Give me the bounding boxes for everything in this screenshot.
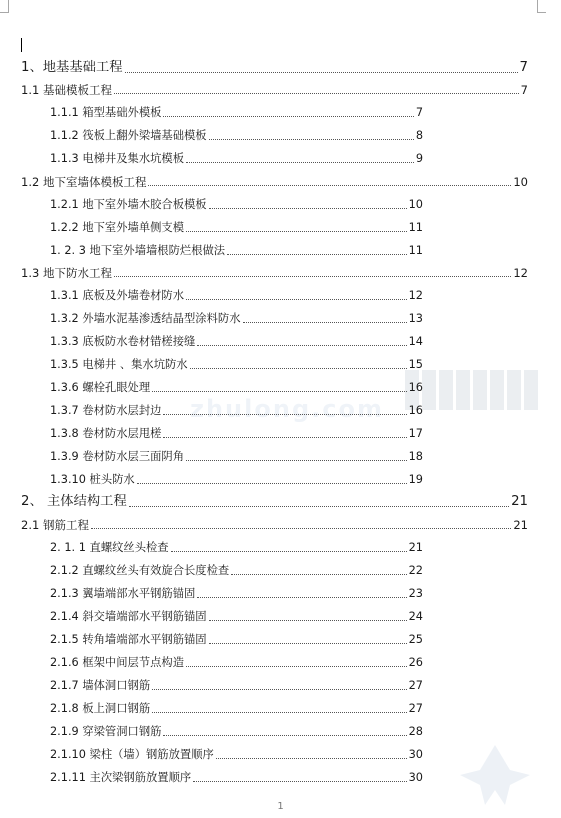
toc-dot-leader bbox=[114, 93, 519, 94]
toc-entry-title: 2.1.8 板上洞口钢筋 bbox=[50, 702, 151, 715]
toc-entry[interactable] bbox=[50, 105, 423, 120]
toc-entry-page: 16 bbox=[408, 404, 423, 417]
toc-entry[interactable] bbox=[50, 334, 423, 349]
toc-entry-page: 12 bbox=[408, 289, 423, 302]
toc-entry[interactable] bbox=[50, 380, 423, 395]
toc-entry-title: 1.3.10 桩头防水 bbox=[50, 473, 135, 486]
toc-entry-title: 2.1.4 斜交墙端部水平钢筋锚固 bbox=[50, 610, 207, 623]
toc-dot-leader bbox=[197, 597, 406, 598]
toc-dot-leader bbox=[114, 276, 511, 277]
toc-dot-leader bbox=[129, 506, 509, 507]
toc-entry[interactable] bbox=[21, 82, 528, 97]
toc-entry-title: 1.1.3 电梯井及集水坑模板 bbox=[50, 152, 185, 165]
toc-dot-leader bbox=[209, 208, 407, 209]
toc-entry[interactable] bbox=[50, 426, 423, 441]
toc-entry[interactable] bbox=[50, 632, 423, 647]
toc-entry[interactable] bbox=[50, 563, 423, 578]
toc-dot-leader bbox=[227, 254, 407, 255]
toc-entry[interactable] bbox=[50, 747, 423, 762]
toc-entry[interactable] bbox=[50, 220, 423, 235]
toc-entry-title: 1.3 地下防水工程 bbox=[21, 266, 112, 280]
toc-entry-title: 1.3.5 电梯井 、集水坑防水 bbox=[50, 358, 188, 371]
toc-entry-page: 15 bbox=[408, 358, 423, 371]
toc-entry-page: 17 bbox=[408, 427, 423, 440]
toc-entry[interactable] bbox=[50, 655, 423, 670]
toc-entry-page: 16 bbox=[408, 381, 423, 394]
toc-entry[interactable] bbox=[50, 311, 423, 326]
toc-dot-leader bbox=[186, 666, 407, 667]
toc-entry[interactable] bbox=[21, 517, 528, 532]
toc-entry[interactable] bbox=[21, 59, 528, 76]
toc-entry[interactable] bbox=[21, 265, 528, 280]
toc-entry-page: 11 bbox=[408, 221, 423, 234]
toc-entry-title: 2.1.2 直螺纹丝头有效旋合长度检查 bbox=[50, 564, 230, 577]
toc-entry[interactable] bbox=[50, 540, 423, 555]
toc-entry-title: 1.1.2 筏板上翻外梁墙基础模板 bbox=[50, 129, 207, 142]
toc-entry-title: 1.1 基础模板工程 bbox=[21, 83, 112, 97]
page-number: 1 bbox=[277, 801, 284, 812]
toc-entry-page: 7 bbox=[520, 83, 528, 97]
toc-entry-title: 1.2 地下室墙体模板工程 bbox=[21, 175, 147, 189]
toc-entry-page: 27 bbox=[408, 702, 423, 715]
toc-entry-title: 2.1.3 翼墙端部水平钢筋锚固 bbox=[50, 587, 196, 600]
toc-entry[interactable] bbox=[50, 449, 423, 464]
toc-entry-title: 1.3.1 底板及外墙卷材防水 bbox=[50, 289, 185, 302]
toc-dot-leader bbox=[209, 139, 414, 140]
toc-entry-title: 2.1.6 框架中间层节点构造 bbox=[50, 656, 185, 669]
toc-entry-page: 27 bbox=[408, 679, 423, 692]
toc-dot-leader bbox=[163, 735, 406, 736]
toc-entry-page: 11 bbox=[408, 244, 423, 257]
toc-dot-leader bbox=[137, 483, 407, 484]
toc-entry-page: 12 bbox=[513, 266, 528, 280]
toc-entry-title: 2.1 钢筋工程 bbox=[21, 518, 89, 532]
toc-entry-page: 19 bbox=[408, 473, 423, 486]
toc-dot-leader bbox=[186, 299, 407, 300]
toc-dot-leader bbox=[163, 414, 406, 415]
toc-entry-title: 2. 1. 1 直螺纹丝头检查 bbox=[50, 541, 169, 554]
toc-entry-page: 21 bbox=[511, 494, 528, 509]
toc-dot-leader bbox=[152, 712, 407, 713]
toc-dot-leader bbox=[152, 391, 407, 392]
toc-entry[interactable] bbox=[21, 493, 528, 510]
toc-entry-title: 1.3.3 底板防水卷材错槎接缝 bbox=[50, 335, 196, 348]
toc-entry[interactable] bbox=[50, 724, 423, 739]
toc-entry-page: 7 bbox=[519, 60, 528, 75]
toc-entry-page: 21 bbox=[408, 541, 423, 554]
toc-entry-page: 25 bbox=[408, 633, 423, 646]
toc-entry-title: 1.3.2 外墙水泥基渗透结晶型涂料防水 bbox=[50, 312, 241, 325]
toc-entry-title: 2.1.11 主次梁钢筋放置顺序 bbox=[50, 771, 192, 784]
toc-entry-page: 21 bbox=[513, 518, 528, 532]
toc-entry[interactable] bbox=[50, 403, 423, 418]
toc-entry[interactable] bbox=[50, 288, 423, 303]
toc-entry[interactable] bbox=[50, 586, 423, 601]
toc-dot-leader bbox=[91, 528, 511, 529]
toc-entry[interactable] bbox=[50, 701, 423, 716]
toc-entry-page: 14 bbox=[408, 335, 423, 348]
toc-entry[interactable] bbox=[50, 197, 423, 212]
toc-dot-leader bbox=[163, 116, 413, 117]
toc-dot-leader bbox=[186, 231, 407, 232]
toc-entry-title: 1.3.8 卷材防水层甩槎 bbox=[50, 427, 162, 440]
toc-dot-leader bbox=[163, 437, 406, 438]
toc-entry-title: 1.3.7 卷材防水层封边 bbox=[50, 404, 162, 417]
toc-entry[interactable] bbox=[21, 174, 528, 189]
toc-entry-title: 1.3.6 螺栓孔眼处理 bbox=[50, 381, 151, 394]
toc-entry[interactable] bbox=[50, 770, 423, 785]
toc-entry[interactable] bbox=[50, 472, 423, 487]
toc-entry-title: 1.1.1 箱型基础外模板 bbox=[50, 106, 162, 119]
toc-entry[interactable] bbox=[50, 128, 423, 143]
toc-entry[interactable] bbox=[50, 357, 423, 372]
toc-entry-title: 1.2.1 地下室外墙木胶合板模板 bbox=[50, 198, 207, 211]
toc-dot-leader bbox=[152, 689, 407, 690]
toc-entry-page: 30 bbox=[408, 748, 423, 761]
toc-dot-leader bbox=[171, 551, 407, 552]
toc-dot-leader bbox=[190, 368, 407, 369]
toc-entry[interactable] bbox=[50, 678, 423, 693]
toc-entry-page: 18 bbox=[408, 450, 423, 463]
toc-entry-page: 23 bbox=[408, 587, 423, 600]
toc-entry[interactable] bbox=[50, 609, 423, 624]
toc-entry-title: 1.3.9 卷材防水层三面阴角 bbox=[50, 450, 185, 463]
toc-dot-leader bbox=[148, 185, 511, 186]
toc-entry-page: 10 bbox=[513, 175, 528, 189]
watermark-text: zhulong.com bbox=[190, 395, 384, 423]
toc-dot-leader bbox=[186, 162, 414, 163]
toc-dot-leader bbox=[231, 574, 406, 575]
toc-dot-leader bbox=[186, 460, 407, 461]
toc-entry-page: 9 bbox=[415, 152, 423, 165]
toc-dot-leader bbox=[197, 345, 406, 346]
toc-entry-title: 2.1.5 转角墙端部水平钢筋锚固 bbox=[50, 633, 207, 646]
toc-entry-title: 2、 主体结构工程 bbox=[21, 494, 127, 509]
toc-entry-page: 28 bbox=[408, 725, 423, 738]
toc-entry-page: 24 bbox=[408, 610, 423, 623]
toc-entry[interactable] bbox=[50, 243, 423, 258]
toc-dot-leader bbox=[209, 643, 407, 644]
toc-entry-page: 8 bbox=[415, 129, 423, 142]
toc-entry-page: 13 bbox=[408, 312, 423, 325]
toc-entry-page: 7 bbox=[415, 106, 423, 119]
toc-entry-title: 2.1.9 穿梁管洞口钢筋 bbox=[50, 725, 162, 738]
toc-entry-page: 10 bbox=[408, 198, 423, 211]
toc-entry-title: 1、地基基础工程 bbox=[21, 60, 123, 75]
toc-entry-title: 1.2.2 地下室外墙单侧支模 bbox=[50, 221, 185, 234]
toc-entry-title: 2.1.7 墙体洞口钢筋 bbox=[50, 679, 151, 692]
toc-dot-leader bbox=[216, 758, 407, 759]
toc-entry-page: 26 bbox=[408, 656, 423, 669]
toc-entry-title: 1. 2. 3 地下室外墙墙根防烂根做法 bbox=[50, 244, 226, 257]
toc-entry-page: 22 bbox=[408, 564, 423, 577]
toc-dot-leader bbox=[125, 72, 518, 73]
toc-dot-leader bbox=[209, 620, 407, 621]
toc-dot-leader bbox=[243, 322, 407, 323]
toc-dot-leader bbox=[193, 781, 406, 782]
toc-entry-page: 30 bbox=[408, 771, 423, 784]
toc-entry[interactable] bbox=[50, 151, 423, 166]
toc-entry-title: 2.1.10 梁柱（墙）钢筋放置顺序 bbox=[50, 748, 214, 761]
